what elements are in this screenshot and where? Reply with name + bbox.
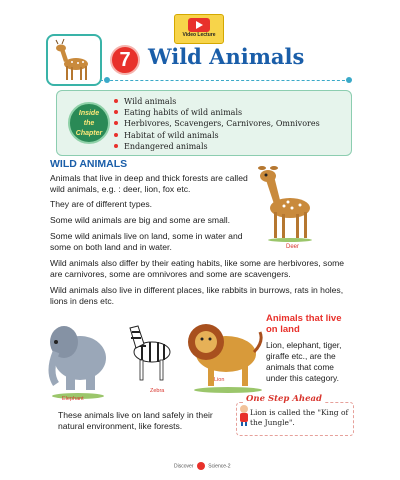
lion-caption: Lion (214, 377, 225, 383)
list-item: Eating habits of wild animals (122, 107, 320, 118)
divider-dot (104, 77, 110, 83)
paragraph: Some wild animals live on land, some in water and some on both land and in water. (50, 231, 243, 252)
one-step-ahead-text: Lion is called the "King of the Jungle". (250, 408, 349, 427)
footer-right: Science-2 (208, 463, 231, 470)
deer-illustration (252, 160, 322, 244)
inside-chapter-list (122, 96, 320, 152)
paragraph: Some wild animals are big and some are small. (50, 215, 231, 225)
section-heading: WILD ANIMALS (50, 158, 128, 170)
apple-icon (197, 462, 205, 470)
divider-dot (346, 77, 352, 83)
video-lecture-button[interactable] (174, 14, 224, 44)
chapter-number: 7 (110, 45, 140, 75)
title-divider (100, 80, 350, 81)
inside-chapter-badge (68, 102, 110, 144)
paragraph: Wild animals also live in different places, like rabbits in burrows, rats in holes, lions in dens etc. (50, 285, 344, 306)
one-step-ahead-title: One Step Ahead (246, 394, 322, 404)
elephant-caption: Elephant (62, 396, 84, 402)
paragraph: They are of different types. (50, 199, 153, 209)
chapter-deer-thumbnail (46, 34, 102, 86)
paragraph: Wild animals also differ by their eating habits, like some are herbivores, some are carnivores, some are omnivores and some are scavengers. (50, 258, 345, 279)
kid-icon (238, 404, 250, 426)
list-item: Habitat of wild animals (122, 130, 320, 141)
list-item: Endangered animals (122, 141, 320, 152)
paragraph: Animals that live in deep and thick forests are called wild animals, e.g. : deer, lion, fox etc. (50, 173, 248, 194)
video-lecture-label: Video Lecture (182, 32, 216, 38)
deer-caption: Deer (286, 244, 300, 250)
paragraph: These animals live on land safely in their natural environment, like forests. (58, 410, 213, 431)
land-heading-line1: Animals that live (266, 313, 342, 324)
list-item: Herbivores, Scavengers, Carnivores, Omnivores (124, 119, 320, 129)
badge-line: the (83, 120, 95, 127)
list-item: Wild animals (122, 96, 320, 107)
chapter-title: Wild Animals (148, 44, 305, 69)
land-heading (266, 313, 342, 335)
land-paragraph: Lion, elephant, tiger, giraffe etc., are the animals that come under this category. (266, 340, 342, 383)
land-heading-line2: on land (266, 324, 300, 335)
zebra-caption: Zebra (150, 388, 165, 394)
page-footer (174, 462, 230, 470)
footer-left: Discover (174, 463, 194, 470)
play-icon (188, 18, 210, 32)
deer-icon (52, 38, 98, 84)
badge-line: Inside (78, 110, 100, 117)
badge-line: Chapter (75, 130, 103, 137)
